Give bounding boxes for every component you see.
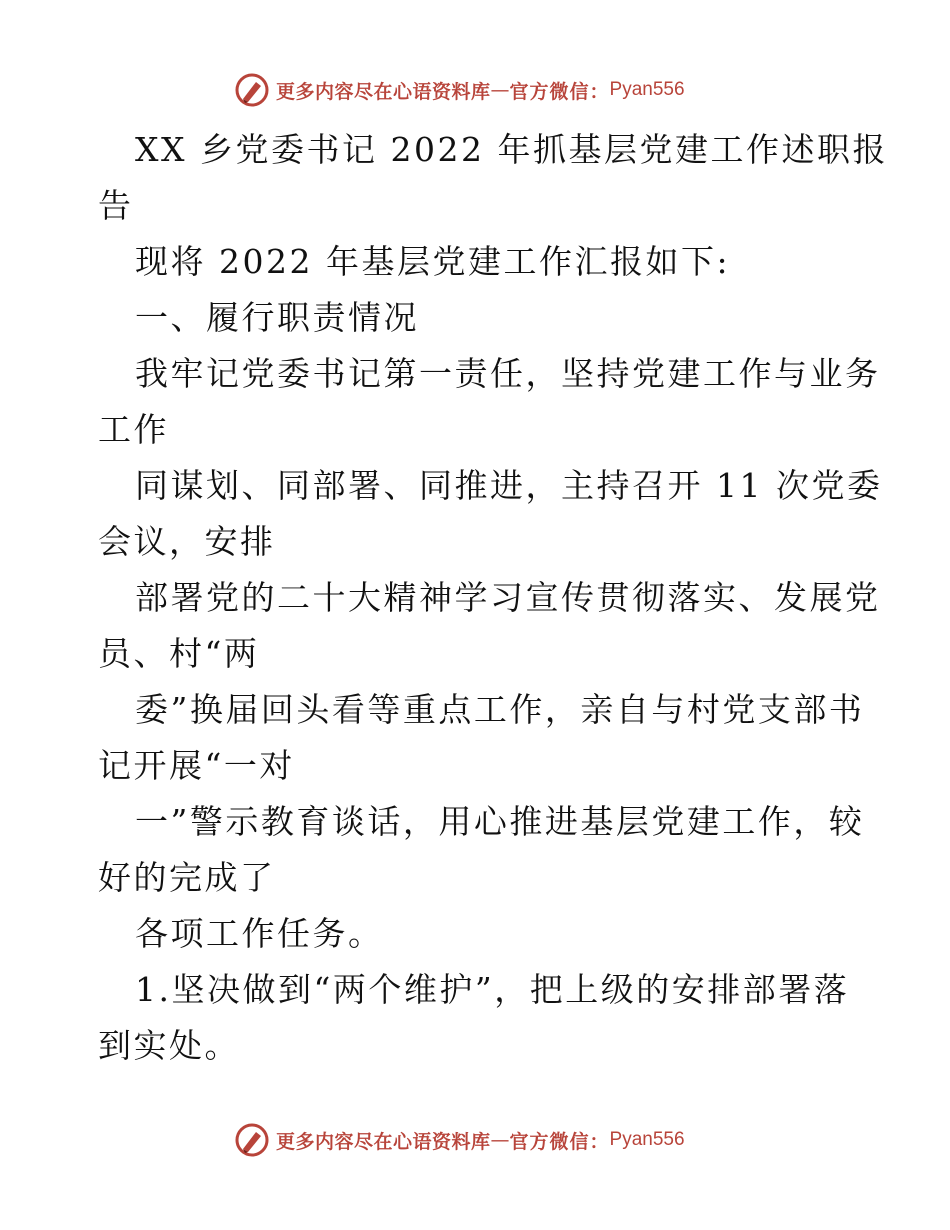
document-body xyxy=(98,122,888,1074)
banner-separator: — xyxy=(490,79,510,101)
banner-wechat-id: Pyan556 xyxy=(609,79,685,100)
document-line: 委”换届回头看等重点工作，亲自与村党支部书 xyxy=(135,690,865,729)
banner-separator: — xyxy=(490,1129,510,1151)
document-line: 现将 2022 年基层党建工作汇报如下: xyxy=(135,242,731,281)
banner-wechat-label: 官方微信： xyxy=(509,80,610,103)
document-line: 告 xyxy=(98,186,134,225)
document-line: XX 乡党委书记 2022 年抓基层党建工作述职报 xyxy=(135,130,888,169)
banner-wechat-id: Pyan556 xyxy=(609,1129,685,1150)
banner-text: 更多内容尽在心语资料库 xyxy=(276,80,491,103)
document-line: 1.坚决做到“两个维护”，把上级的安排部署落 xyxy=(135,970,850,1009)
document-line: 同谋划、同部署、同推进，主持召开 11 次党委 xyxy=(135,466,883,505)
document-line: 一”警示教育谈话，用心推进基层党建工作，较 xyxy=(135,802,865,841)
banner-text: 更多内容尽在心语资料库 xyxy=(276,1130,491,1153)
document-line: 记开展“一对 xyxy=(98,746,295,785)
document-line: 好的完成了 xyxy=(98,858,276,897)
document-line: 工作 xyxy=(98,410,169,449)
document-line: 员、村“两 xyxy=(98,634,260,673)
banner-wechat-label: 官方微信： xyxy=(509,1130,610,1153)
document-line: 部署党的二十大精神学习宣传贯彻落实、发展党 xyxy=(135,578,881,617)
footer-banner xyxy=(234,1120,685,1160)
header-banner xyxy=(234,70,685,110)
pen-logo-icon xyxy=(234,1122,270,1158)
document-line: 我牢记党委书记第一责任，坚持党建工作与业务 xyxy=(135,354,881,393)
document-line: 到实处。 xyxy=(98,1026,240,1065)
document-line: 会议，安排 xyxy=(98,522,276,561)
document-line: 各项工作任务。 xyxy=(135,914,384,953)
document-line: 一、履行职责情况 xyxy=(135,298,419,337)
pen-logo-icon xyxy=(234,72,270,108)
